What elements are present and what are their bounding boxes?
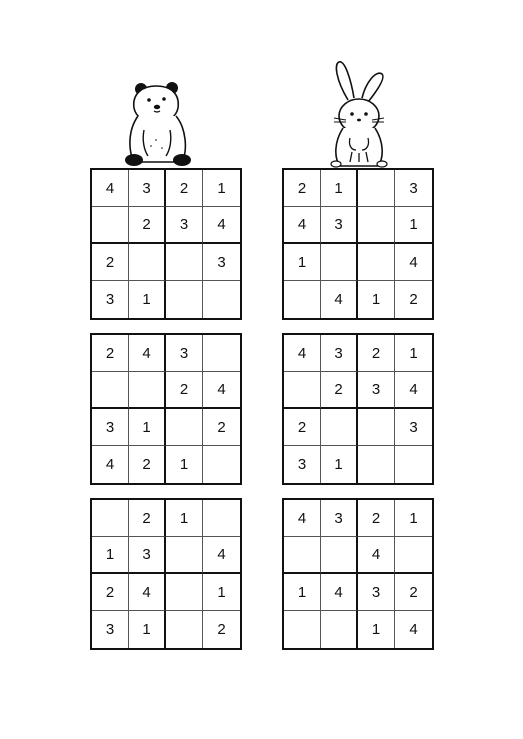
given-cell: 1 [358,611,395,648]
sudoku-grid-5 [90,498,242,650]
given-cell: 2 [321,372,358,409]
given-cell: 1 [129,409,166,446]
given-cell: 2 [358,335,395,372]
given-cell: 1 [92,537,129,574]
given-cell: 1 [284,574,321,611]
given-cell: 3 [129,537,166,574]
empty-cell[interactable] [203,500,240,537]
given-cell: 2 [92,335,129,372]
given-cell: 3 [129,170,166,207]
given-cell: 3 [166,207,203,244]
empty-cell[interactable] [284,537,321,574]
given-cell: 2 [92,574,129,611]
sudoku-grid-4 [282,333,434,485]
given-cell: 4 [321,281,358,318]
sudoku-grid-2 [282,168,434,320]
given-cell: 3 [92,281,129,318]
given-cell: 1 [166,446,203,483]
given-cell: 1 [203,170,240,207]
given-cell: 3 [358,372,395,409]
given-cell: 1 [321,170,358,207]
given-cell: 4 [395,372,432,409]
given-cell: 2 [409,291,418,308]
given-cell: 3 [284,446,321,483]
given-cell: 2 [217,621,226,638]
given-cell: 1 [395,335,432,372]
sudoku-grid-3 [90,333,242,485]
given-cell: 4 [203,372,240,409]
given-cell: 3 [321,207,358,244]
empty-cell[interactable] [92,207,129,244]
empty-cell[interactable] [203,281,240,318]
given-cell: 4 [358,537,395,574]
empty-cell[interactable] [92,372,129,409]
empty-cell[interactable] [358,207,395,244]
empty-cell[interactable] [321,244,358,281]
given-cell: 4 [284,207,321,244]
empty-cell[interactable] [284,372,321,409]
given-cell: 2 [395,574,432,611]
given-cell: 3 [321,500,358,537]
empty-cell[interactable] [358,446,395,483]
empty-cell[interactable] [284,611,321,648]
given-cell: 1 [203,574,240,611]
given-cell: 3 [358,574,395,611]
given-cell: 2 [166,372,203,409]
bear-illustration [118,80,208,170]
empty-cell[interactable] [358,170,395,207]
given-cell: 4 [284,500,321,537]
empty-cell[interactable] [166,611,203,648]
given-cell: 4 [321,574,358,611]
given-cell: 4 [203,207,240,244]
given-cell: 3 [92,611,129,648]
given-cell: 2 [129,446,166,483]
given-cell: 1 [129,281,166,318]
empty-cell[interactable] [321,409,358,446]
given-cell: 3 [92,409,129,446]
given-cell: 1 [395,207,432,244]
given-cell: 1 [358,281,395,318]
empty-cell[interactable] [395,446,432,483]
empty-cell[interactable] [166,409,203,446]
given-cell: 4 [409,621,418,638]
sudoku-grid-1 [90,168,242,320]
given-cell: 2 [284,170,321,207]
given-cell: 1 [166,500,203,537]
given-cell: 4 [92,446,129,483]
empty-cell[interactable] [203,446,240,483]
given-cell: 1 [284,244,321,281]
empty-cell[interactable] [129,244,166,281]
given-cell: 2 [129,500,166,537]
empty-cell[interactable] [358,244,395,281]
given-cell: 4 [395,244,432,281]
empty-cell[interactable] [203,335,240,372]
empty-cell[interactable] [358,409,395,446]
given-cell: 3 [203,244,240,281]
sudoku-grid-6 [282,498,434,650]
given-cell: 2 [358,500,395,537]
given-cell: 4 [92,170,129,207]
given-cell: 2 [284,409,321,446]
given-cell: 2 [203,409,240,446]
empty-cell[interactable] [92,500,129,537]
given-cell: 4 [203,537,240,574]
given-cell: 4 [284,335,321,372]
given-cell: 3 [395,409,432,446]
given-cell: 4 [129,335,166,372]
empty-cell[interactable] [321,611,358,648]
given-cell: 1 [129,611,166,648]
given-cell: 2 [92,244,129,281]
empty-cell[interactable] [129,372,166,409]
empty-cell[interactable] [166,244,203,281]
given-cell: 4 [129,574,166,611]
given-cell: 2 [129,207,166,244]
bunny-illustration [326,58,396,170]
empty-cell[interactable] [284,281,321,318]
empty-cell[interactable] [166,574,203,611]
given-cell: 3 [321,335,358,372]
given-cell: 3 [395,170,432,207]
empty-cell[interactable] [166,537,203,574]
empty-cell[interactable] [321,537,358,574]
empty-cell[interactable] [395,537,432,574]
given-cell: 2 [166,170,203,207]
given-cell: 3 [166,335,203,372]
empty-cell[interactable] [166,281,203,318]
given-cell: 1 [321,446,358,483]
given-cell: 1 [395,500,432,537]
